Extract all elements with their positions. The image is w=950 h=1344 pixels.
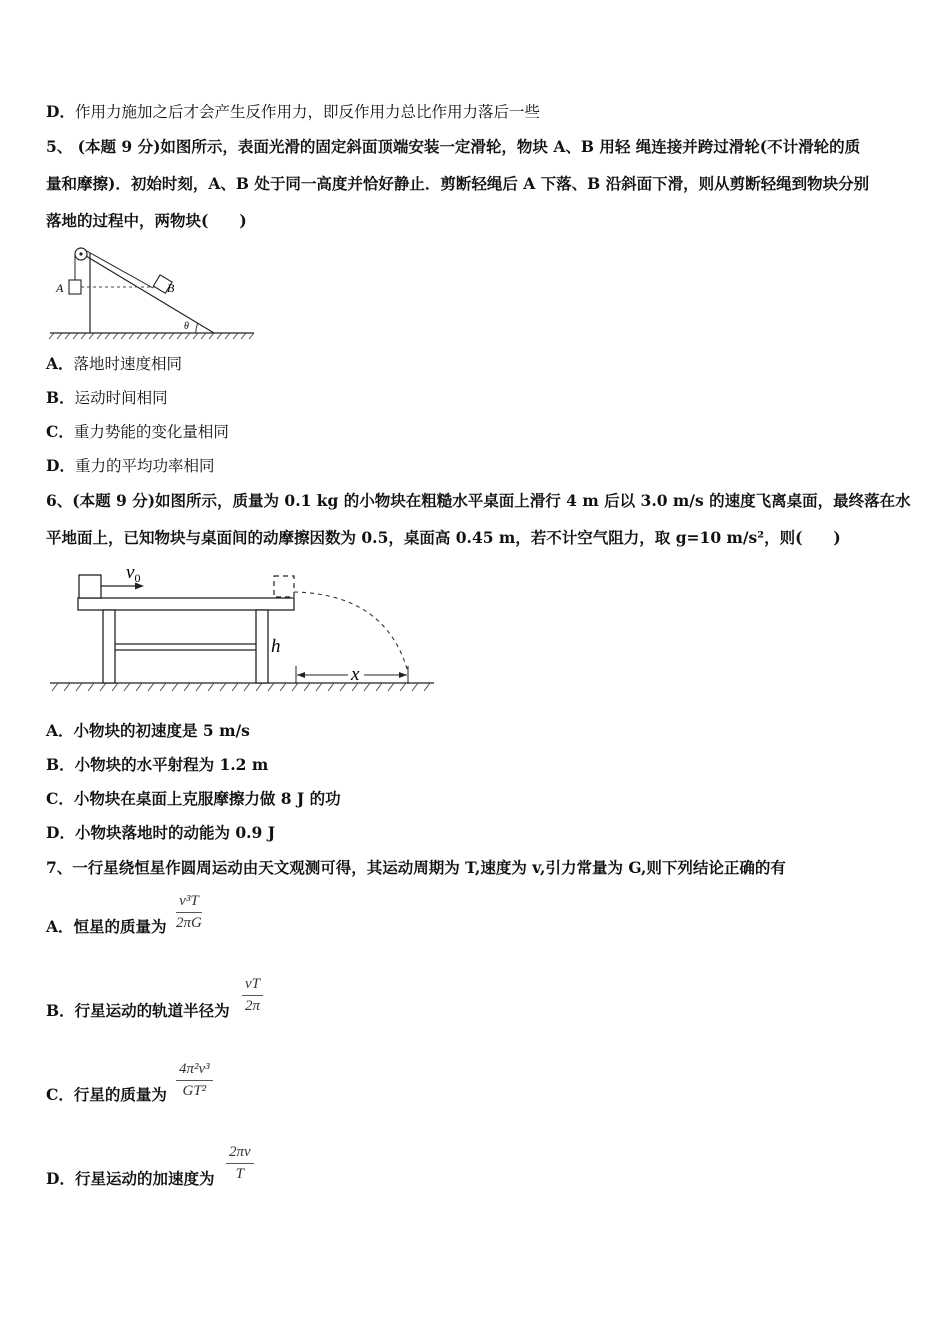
option-text: 作用力施加之后才会产生反作用力，即反作用力总比作用力落后一些 — [74, 103, 540, 121]
q6-option-c — [46, 789, 341, 809]
option-label: D． — [46, 456, 75, 475]
option-label: D． — [46, 823, 75, 842]
option-label: B． — [46, 1001, 75, 1020]
q7-option-b — [46, 1001, 230, 1021]
option-label: B． — [46, 388, 75, 407]
q6-table-figure — [46, 560, 438, 696]
option-text: 落地时速度相同 — [73, 355, 183, 373]
option-text: 小物块在桌面上克服摩擦力做 8 J 的功 — [73, 789, 341, 808]
option-text: 重力的平均功率相同 — [74, 457, 215, 475]
option-text: 行星运动的轨道半径为 — [74, 1001, 230, 1020]
option-label: C． — [46, 1085, 74, 1104]
q5-option-b — [46, 388, 168, 408]
q6-stem-line1: 6、(本题 9 分)如图所示，质量为 0.1 kg 的小物块在粗糙水平桌面上滑行 4 m 后以 3.0 m/s 的速度飞离桌面，最终落在水 — [46, 491, 911, 510]
option-label: C． — [46, 789, 74, 808]
label-a: A — [56, 281, 64, 295]
table-top — [78, 598, 294, 610]
option-text: 运动时间相同 — [74, 389, 168, 407]
option-text: 小物块的初速度是 5 m/s — [73, 721, 250, 740]
option-label: C． — [46, 422, 74, 441]
label-theta: θ — [184, 321, 189, 332]
q6-stem-line2: 平地面上，已知物块与桌面间的动摩擦因数为 0.5，桌面高 0.45 m，若不计空气阻力，取 g=10 m/s²，则( ) — [46, 528, 841, 547]
q5-stem-line3: 落地的过程中，两物块( ) — [46, 211, 247, 230]
option-text: 行星的质量为 — [73, 1085, 167, 1104]
option-label: A． — [46, 917, 74, 936]
option-label: D． — [46, 1169, 75, 1188]
option-label: A． — [46, 721, 74, 740]
q6-option-a — [46, 721, 250, 741]
q5-stem-line1: 5、 (本题 9 分)如图所示，表面光滑的固定斜面顶端安装一定滑轮，物块 A、B 用轻 绳连接并跨过滑轮(不计滑轮的质 — [46, 137, 861, 156]
label-h: h — [271, 636, 281, 657]
q7-c-fraction: $\frac{\text{4π²v³}}{\text{GT²}}$ — [176, 1061, 213, 1100]
option-text: 小物块落地时的动能为 0.9 J — [74, 823, 276, 842]
option-label: D． — [46, 102, 75, 121]
q4-option-d — [46, 102, 540, 122]
q7-d-fraction: $\frac{2\pi v}{T}$ — [226, 1144, 254, 1183]
q6-option-b — [46, 755, 268, 775]
q6-option-d — [46, 823, 275, 843]
q5-option-a — [46, 354, 182, 374]
q5-option-d — [46, 456, 214, 476]
option-label: A． — [46, 354, 74, 373]
label-x: x — [351, 664, 360, 685]
q5-option-c — [46, 422, 229, 442]
option-text: 行星运动的加速度为 — [74, 1169, 215, 1188]
q7-stem: 7、一行星绕恒星作圆周运动由天文观测可得，其运动周期为 T,速度为 v,引力常量为 G,则下列结论正确的有 — [46, 858, 786, 877]
q5-incline-figure — [46, 244, 258, 340]
option-text: 小物块的水平射程为 1.2 m — [74, 755, 269, 774]
block-a — [69, 280, 81, 294]
q7-option-c — [46, 1085, 167, 1105]
q7-a-fraction: $\frac{\text{v³T}}{2\pi G}$ — [176, 893, 202, 931]
label-b: B — [167, 281, 175, 295]
q5-stem-line2: 量和摩擦)．初始时刻，A、B 处于同一高度并恰好静止．剪断轻绳后 A 下落、B 沿斜面下滑，则从剪断轻绳到物块分别 — [46, 174, 870, 193]
option-label: B． — [46, 755, 75, 774]
q7-b-fraction: $\frac{vT}{2\pi}$ — [242, 976, 263, 1015]
q7-option-d — [46, 1169, 214, 1189]
option-text: 恒星的质量为 — [73, 917, 167, 936]
block — [79, 575, 101, 598]
q7-option-a — [46, 917, 167, 937]
option-text: 重力势能的变化量相同 — [73, 423, 229, 441]
label-v0: $v_0$ — [126, 562, 141, 585]
